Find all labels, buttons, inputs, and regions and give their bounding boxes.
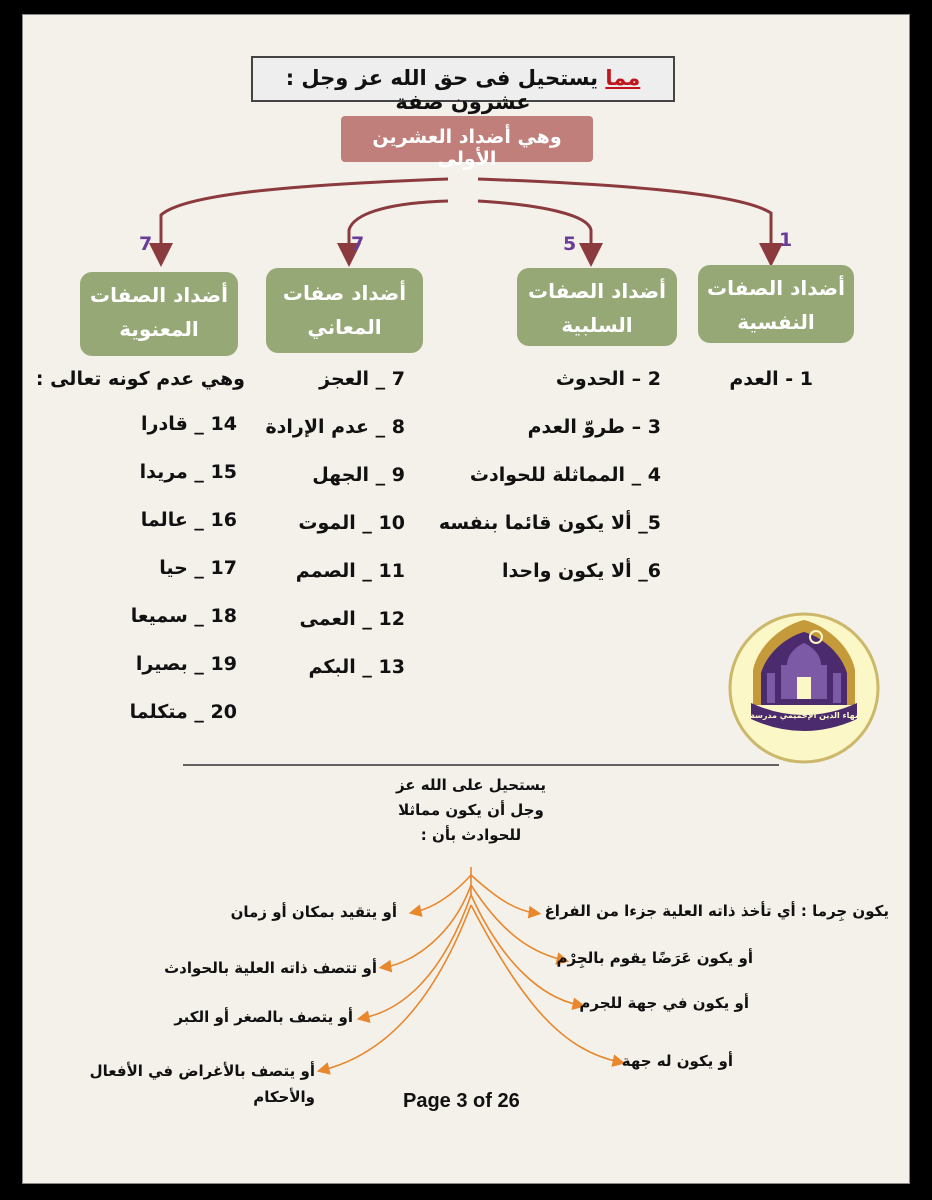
tree-root-line: يستحيل على الله عز [395, 776, 547, 794]
list-item: 20 _ متكلما [129, 701, 237, 723]
category-salbiya [517, 268, 677, 346]
tree-right-item: يكون جِرما : أي تأخذ ذاته العلية جزءا من الفراغ [544, 902, 889, 920]
list-item: 4 _ المماثلة للحوادث [469, 464, 661, 486]
list-item: 6_ ألا يكون واحدا [501, 560, 661, 582]
subtitle-box [341, 116, 593, 170]
category-manawiya [80, 272, 238, 356]
category-line2: المعنوية [119, 317, 199, 341]
category-line1: أضداد صفات [282, 281, 407, 305]
list-item: 18 _ سميعا [130, 605, 237, 627]
title-rest: يستحيل فى حق الله عز وجل : عشرون صفة [285, 66, 599, 114]
count-nafsiya: 1 [779, 229, 793, 251]
connector-arrows [23, 15, 911, 1185]
tree-left-line: والأحكام [253, 1088, 315, 1106]
tree-left-item: أو يتقيد بمكان أو زمان [230, 903, 397, 921]
title-box [251, 56, 675, 114]
category-line2: النفسية [737, 310, 815, 334]
list-item: 10 _ الموت [298, 512, 405, 534]
list-item: 19 _ بصيرا [135, 653, 237, 675]
list-item: 1 - العدم [729, 368, 813, 390]
list-item: 5_ ألا يكون قائما بنفسه [438, 512, 661, 534]
logo-text: بهاء الدين الإخميمي مدرسة [750, 711, 858, 720]
category-maani [266, 268, 423, 353]
tree-right-item: أو يكون عَرَضًا يقوم بالجِرْم [556, 949, 753, 967]
mosque-logo-icon [730, 614, 878, 762]
list-intro: وهي عدم كونه تعالى : [35, 368, 245, 390]
category-line2: المعاني [307, 315, 382, 339]
document-page [22, 14, 910, 1184]
category-line1: أضداد الصفات [707, 276, 845, 300]
tree-root-line: للحوادث بأن : [420, 826, 522, 844]
tree-root-line: وجل أن يكون مماثلا [398, 801, 544, 819]
list-item: 8 _ عدم الإرادة [265, 416, 405, 438]
list-item: 15 _ مريدا [139, 461, 237, 483]
category-line2: السلبية [561, 313, 633, 337]
list-item: 14 _ قادرا [141, 413, 237, 435]
list-item: 13 _ البكم [308, 656, 405, 678]
tree-left-line: أو يتصف بالأغراض في الأفعال [89, 1062, 315, 1080]
arrow-to-manawiya [161, 179, 448, 255]
count-salbiya: 5 [563, 233, 577, 255]
tree-left-item: أو يتصف بالصغر أو الكبر [174, 1008, 353, 1026]
list-item: 16 _ عالما [140, 509, 237, 531]
list-item: 11 _ الصمم [295, 560, 405, 582]
list-item: 2 – الحدوث [555, 368, 661, 390]
subtitle: وهي أضداد العشرين الأولى [372, 126, 562, 170]
category-line1: أضداد الصفات [528, 279, 666, 303]
page-footer: Page 3 of 26 [403, 1090, 520, 1112]
list-item: 9 _ الجهل [312, 464, 405, 486]
tree-left-item: أو تتصف ذاته العلية بالحوادث [164, 959, 377, 977]
list-item: 12 _ العمى [299, 608, 405, 630]
page-title [253, 66, 673, 114]
list-item: 7 _ العجز [319, 368, 405, 390]
list-item: 17 _ حيا [159, 557, 237, 579]
tree-right-item: أو يكون له جهة [621, 1052, 733, 1070]
category-line1: أضداد الصفات [90, 283, 228, 307]
count-maani: 7 [351, 233, 365, 255]
list-item: 3 – طروّ العدم [527, 416, 661, 438]
arrow-to-nafsiya [478, 179, 771, 255]
tree-right-item: أو يكون في جهة للجرم [579, 994, 749, 1012]
tree-left-item-multiline [90, 1058, 315, 1110]
tree-root-text [371, 773, 571, 848]
category-nafsiya [698, 265, 854, 343]
count-manawiya: 7 [139, 233, 153, 255]
title-highlight: مما [605, 66, 641, 90]
